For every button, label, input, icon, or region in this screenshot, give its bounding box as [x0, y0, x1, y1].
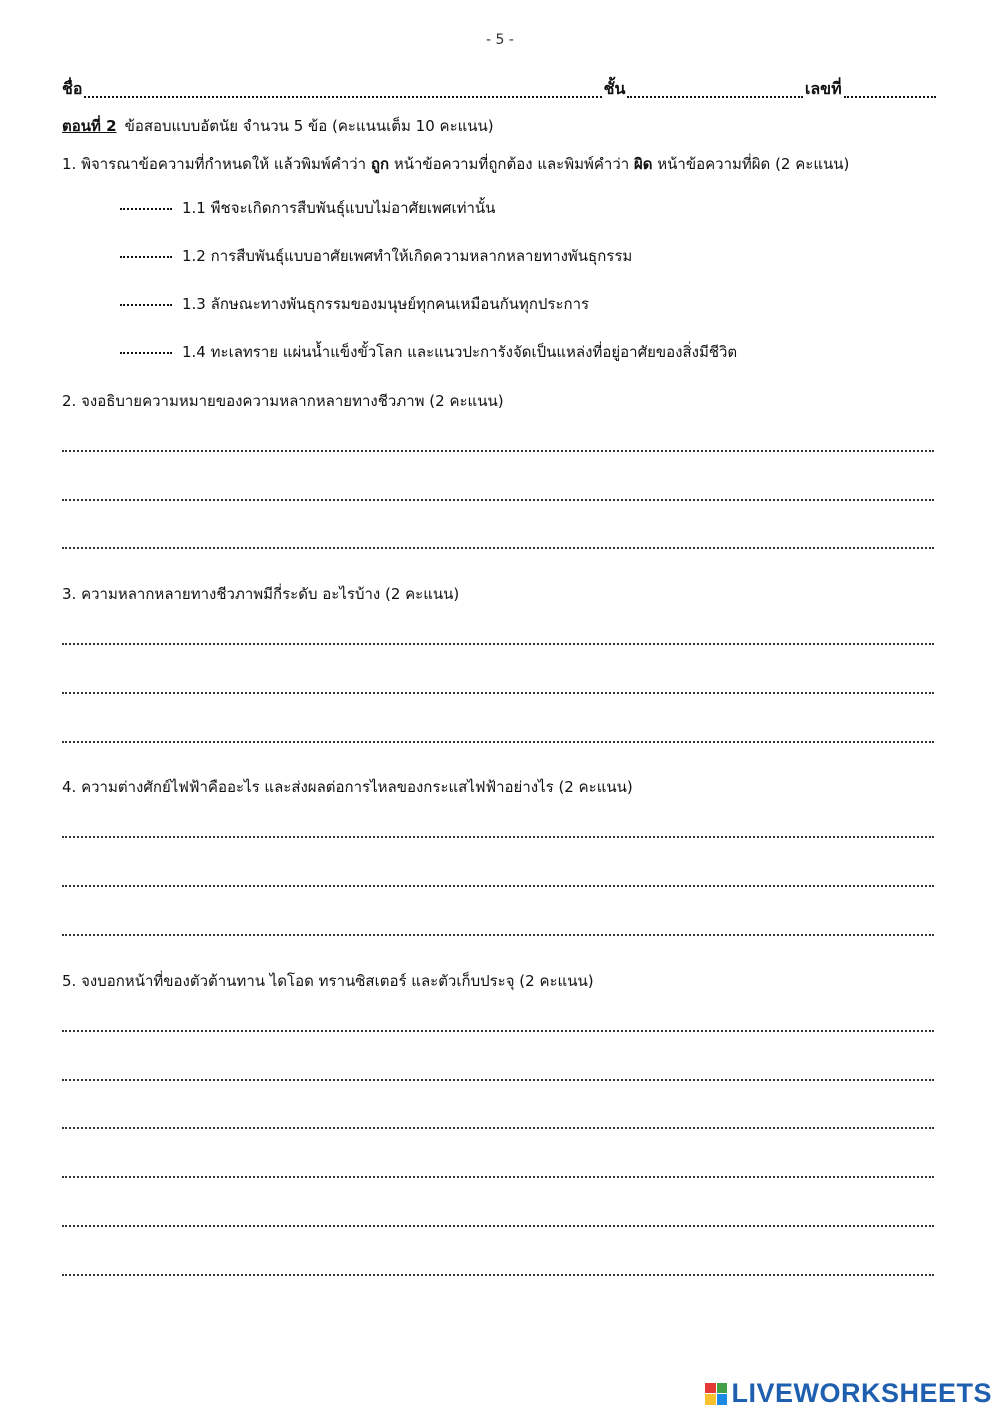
- q1-item-2: 1.2 การสืบพันธุ์แบบอาศัยเพศทำให้เกิดความหลากหลายทางพันธุกรรม: [120, 244, 632, 268]
- section-description: ข้อสอบแบบอัตนัย จำนวน 5 ข้อ (คะแนนเต็ม 10 คะแนน): [124, 117, 494, 135]
- liveworksheets-brand: [705, 1378, 992, 1409]
- logo-square-red: [705, 1383, 716, 1394]
- class-field[interactable]: [627, 95, 802, 98]
- q5-answer-line-6[interactable]: [62, 1274, 934, 1276]
- name-field[interactable]: [84, 95, 601, 98]
- word-false: ผิด: [633, 155, 653, 173]
- student-info-row: [62, 80, 938, 102]
- q2-answer-line-1[interactable]: [62, 450, 934, 452]
- q3-answer-line-3[interactable]: [62, 741, 934, 743]
- q2-answer-line-2[interactable]: [62, 499, 934, 501]
- q3-answer-line-2[interactable]: [62, 692, 934, 694]
- question-2: 2. จงอธิบายความหมายของความหลากหลายทางชีวภาพ (2 คะแนน): [62, 392, 504, 410]
- name-label: ชื่อ: [62, 79, 83, 98]
- q3-answer-line-1[interactable]: [62, 643, 934, 645]
- number-field[interactable]: [844, 95, 936, 98]
- q4-answer-line-3[interactable]: [62, 934, 934, 936]
- q5-answer-line-3[interactable]: [62, 1127, 934, 1129]
- question-3: 3. ความหลากหลายทางชีวภาพมีกี่ระดับ อะไรบ้าง (2 คะแนน): [62, 585, 460, 603]
- part-label: ตอนที่ 2: [62, 117, 117, 135]
- brand-text: LIVEWORKSHEETS: [731, 1378, 992, 1408]
- q5-answer-line-1[interactable]: [62, 1030, 934, 1032]
- q1-answer-blank-1[interactable]: [120, 208, 172, 210]
- section-title: [62, 114, 494, 138]
- q2-answer-line-3[interactable]: [62, 547, 934, 549]
- question-4: 4. ความต่างศักย์ไฟฟ้าคืออะไร และส่งผลต่อการไหลของกระแสไฟฟ้าอย่างไร (2 คะแนน): [62, 778, 633, 796]
- q1-answer-blank-4[interactable]: [120, 352, 172, 354]
- q5-answer-line-2[interactable]: [62, 1079, 934, 1081]
- q4-answer-line-1[interactable]: [62, 836, 934, 838]
- word-true: ถูก: [370, 155, 390, 173]
- q1-item-3: 1.3 ลักษณะทางพันธุกรรมของมนุษย์ทุกคนเหมือนกันทุกประการ: [120, 292, 589, 316]
- q4-answer-line-2[interactable]: [62, 885, 934, 887]
- logo-square-blue: [717, 1394, 728, 1405]
- q5-answer-line-4[interactable]: [62, 1176, 934, 1178]
- q1-answer-blank-2[interactable]: [120, 256, 172, 258]
- q1-item-1: 1.1 พืชจะเกิดการสืบพันธุ์แบบไม่อาศัยเพศเท่านั้น: [120, 196, 495, 220]
- page-number: - 5 -: [486, 32, 514, 48]
- logo-square-green: [717, 1383, 728, 1394]
- number-label: เลขที่: [804, 79, 842, 98]
- q1-answer-blank-3[interactable]: [120, 304, 172, 306]
- question-1: 1. พิจารณาข้อความที่กำหนดให้ แล้วพิมพ์คำว่า ถูก หน้าข้อความที่ถูกต้อง และพิมพ์คำว่า ผิด หน้าข้อความที่ผิด (2 คะแนน): [62, 155, 850, 173]
- liveworksheets-logo-icon: [705, 1383, 727, 1405]
- q5-answer-line-5[interactable]: [62, 1225, 934, 1227]
- q1-item-4: 1.4 ทะเลทราย แผ่นน้ำแข็งขั้วโลก และแนวปะการังจัดเป็นแหล่งที่อยู่อาศัยของสิ่งมีชีวิต: [120, 340, 737, 364]
- class-label: ชั้น: [603, 79, 626, 98]
- question-5: 5. จงบอกหน้าที่ของตัวต้านทาน ไดโอด ทรานซิสเตอร์ และตัวเก็บประจุ (2 คะแนน): [62, 972, 594, 990]
- logo-square-yellow: [705, 1394, 716, 1405]
